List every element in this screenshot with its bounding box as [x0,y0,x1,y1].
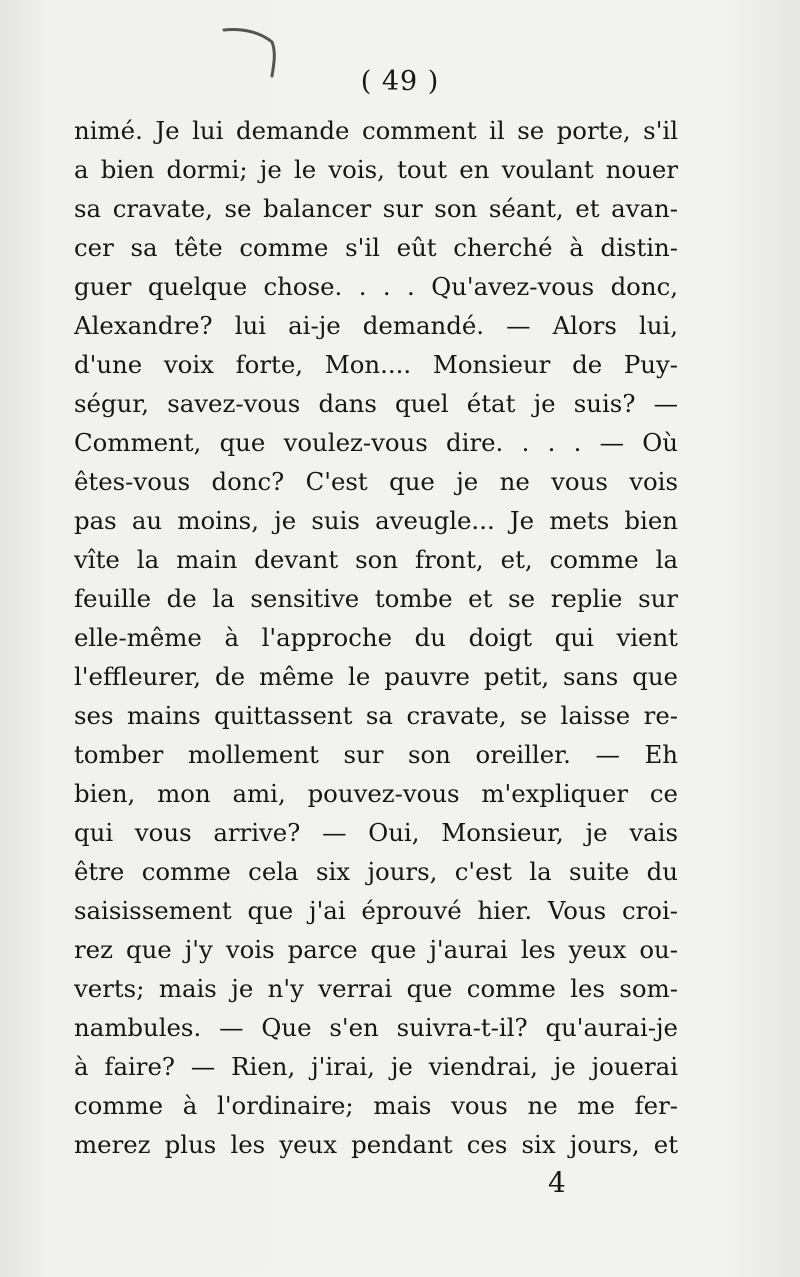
text-line: être comme cela six jours, c'est la suite du [74,857,678,886]
text-line: a bien dormi; je le vois, tout en voulant nouer [74,155,678,184]
text-line: merez plus les yeux pendant ces six jours, et [74,1130,678,1159]
text-line: pas au moins, je suis aveugle... Je mets bien [74,506,678,535]
text-line: rez que j'y vois parce que j'aurai les yeux ou- [74,935,678,964]
text-line: ses mains quittassent sa cravate, se laisse re- [74,701,678,730]
page-number: ( 49 ) [360,66,440,97]
text-line: feuille de la sensitive tombe et se replie sur [74,584,678,613]
text-line: Comment, que voulez-vous dire. . . . — Où [74,428,678,457]
text-line: bien, mon ami, pouvez-vous m'expliquer ce [74,779,678,808]
text-line: vîte la main devant son front, et, comme la [74,545,678,574]
text-line: guer quelque chose. . . . Qu'avez-vous donc, [74,272,678,301]
text-line: l'effleurer, de même le pauvre petit, sans que [74,662,678,691]
text-line: tomber mollement sur son oreiller. — Eh [74,740,678,769]
text-line: Alexandre? lui ai-je demandé. — Alors lui, [74,311,678,340]
text-line: nambules. — Que s'en suivra-t-il? qu'aurai-je [74,1013,678,1042]
text-line: comme à l'ordinaire; mais vous ne me fer- [74,1091,678,1120]
body-text [74,111,678,1164]
signature-mark: 4 [548,1166,566,1199]
text-line: sa cravate, se balancer sur son séant, et avan- [74,194,678,223]
text-line: qui vous arrive? — Oui, Monsieur, je vais [74,818,678,847]
text-line: nimé. Je lui demande comment il se porte, s'il [74,116,678,145]
text-line: cer sa tête comme s'il eût cherché à distin- [74,233,678,262]
text-line: à faire? — Rien, j'irai, je viendrai, je jouerai [74,1052,678,1081]
text-line: saisissement que j'ai éprouvé hier. Vous croi- [74,896,678,925]
text-line: êtes-vous donc? C'est que je ne vous vois [74,467,678,496]
text-line: verts; mais je n'y verrai que comme les som- [74,974,678,1003]
text-line: elle-même à l'approche du doigt qui vient [74,623,678,652]
text-line: ségur, savez-vous dans quel état je suis? — [74,389,678,418]
text-line: d'une voix forte, Mon.... Monsieur de Puy- [74,350,678,379]
